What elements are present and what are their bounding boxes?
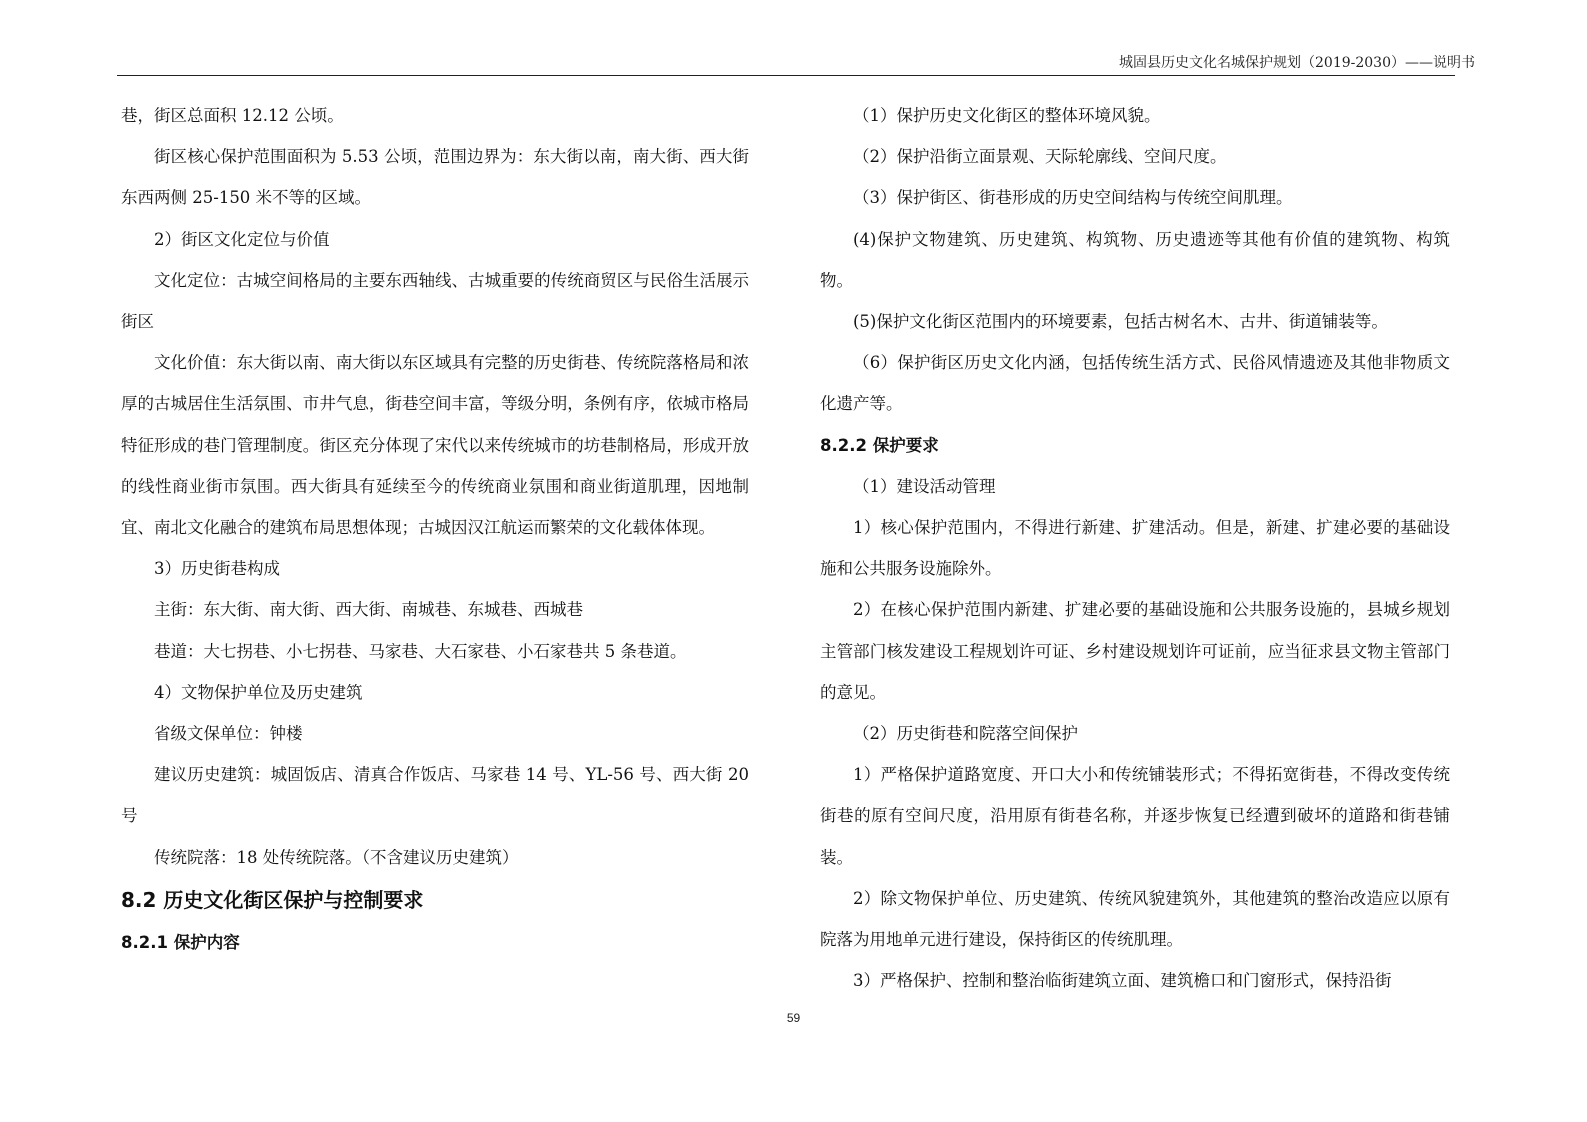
left-paragraph-4: 文化定位：古城空间格局的主要东西轴线、古城重要的传统商贸区与民俗生活展示街区 (121, 270, 749, 332)
left-paragraph-7: 主街：东大街、南大街、西大街、南城巷、东城巷、西城巷 (154, 600, 583, 620)
right-column (820, 95, 1450, 1001)
left-paragraph-1: 巷，街区总面积 12.12 公顷。 (121, 106, 344, 125)
header-title: 城固县历史文化名城保护规划（2019-2030）——说明书 (1119, 55, 1475, 71)
left-paragraph-2: 街区核心保护范围面积为 5.53 公顷，范围边界为：东大街以南，南大街、西大街东西两侧 25-150 米不等的区域。 (121, 147, 749, 208)
right-paragraph-4: (4)保护文物建筑、历史建筑、构筑物、历史遗迹等其他有价值的建筑物、构筑物。 (820, 229, 1450, 290)
right-paragraph-3: （3）保护街区、街巷形成的历史空间结构与传统空间肌理。 (853, 188, 1293, 208)
left-paragraph-3: 2）街区文化定位与价值 (154, 229, 330, 249)
left-column (121, 95, 749, 963)
right-paragraph-10: （2）历史街巷和院落空间保护 (853, 724, 1078, 744)
right-paragraph-13: 3）严格保护、控制和整治临街建筑立面、建筑檐口和门窗形式，保持沿街 (853, 971, 1392, 991)
left-paragraph-10: 省级文保单位：钟楼 (154, 724, 303, 744)
header-divider (117, 75, 1455, 76)
left-paragraph-5: 文化价值：东大街以南、南大街以东区域具有完整的历史街巷、传统院落格局和浓厚的古城居住生活氛围、市井气息，街巷空间丰富，等级分明，条例有序，依城市格局特征形成的巷门管理制度。街区充分体现了宋代以来传统城市的坊巷制格局，形成开放的线性商业街市氛围。西大街具有延续至今的传统商业氛围和商业街道肌理，因地制宜、南北文化融合的建筑布局思想体现；古城因汉江航运而繁荣的文化载体体现。 (121, 353, 749, 538)
left-paragraph-12: 传统院落：18 处传统院落。（不含建议历史建筑） (154, 847, 519, 867)
left-paragraph-11: 建议历史建筑：城固饭店、清真合作饭店、马家巷 14 号、YL-56 号、西大街 20 号 (121, 765, 749, 826)
left-paragraph-6: 3）历史街巷构成 (154, 559, 280, 579)
left-paragraph-9: 4）文物保护单位及历史建筑 (154, 682, 363, 702)
right-paragraph-5: (5)保护文化街区范围内的环境要素，包括古树名木、古井、街道铺装等。 (853, 312, 1388, 332)
right-paragraph-8: 1）核心保护范围内，不得进行新建、扩建活动。但是，新建、扩建必要的基础设施和公共服务设施除外。 (820, 518, 1450, 579)
right-paragraph-11: 1）严格保护道路宽度、开口大小和传统铺装形式；不得拓宽街巷，不得改变传统街巷的原有空间尺度，沿用原有街巷名称，并逐步恢复已经遭到破坏的道路和街巷铺装。 (820, 765, 1450, 867)
right-paragraph-9: 2）在核心保护范围内新建、扩建必要的基础设施和公共服务设施的，县城乡规划主管部门核发建设工程规划许可证、乡村建设规划许可证前，应当征求县文物主管部门的意见。 (820, 600, 1450, 702)
right-paragraph-2: （2）保护沿街立面景观、天际轮廓线、空间尺度。 (853, 147, 1227, 167)
page-number: 59 (786, 1011, 801, 1025)
right-paragraph-7: （1）建设活动管理 (853, 476, 996, 496)
right-paragraph-12: 2）除文物保护单位、历史建筑、传统风貌建筑外，其他建筑的整治改造应以原有院落为用地单元进行建设，保持街区的传统肌理。 (820, 888, 1450, 950)
section-heading-8-2-2: 8.2.2 保护要求 (820, 435, 939, 455)
section-heading-8-2-1: 8.2.1 保护内容 (121, 932, 240, 952)
right-paragraph-6: （6）保护街区历史文化内涵，包括传统生活方式、民俗风情遗迹及其他非物质文化遗产等。 (820, 353, 1450, 414)
left-paragraph-8: 巷道：大七拐巷、小七拐巷、马家巷、大石家巷、小石家巷共 5 条巷道。 (154, 641, 687, 661)
right-paragraph-1: （1）保护历史文化街区的整体环境风貌。 (853, 106, 1161, 125)
section-heading-8-2: 8.2 历史文化街区保护与控制要求 (121, 887, 424, 912)
